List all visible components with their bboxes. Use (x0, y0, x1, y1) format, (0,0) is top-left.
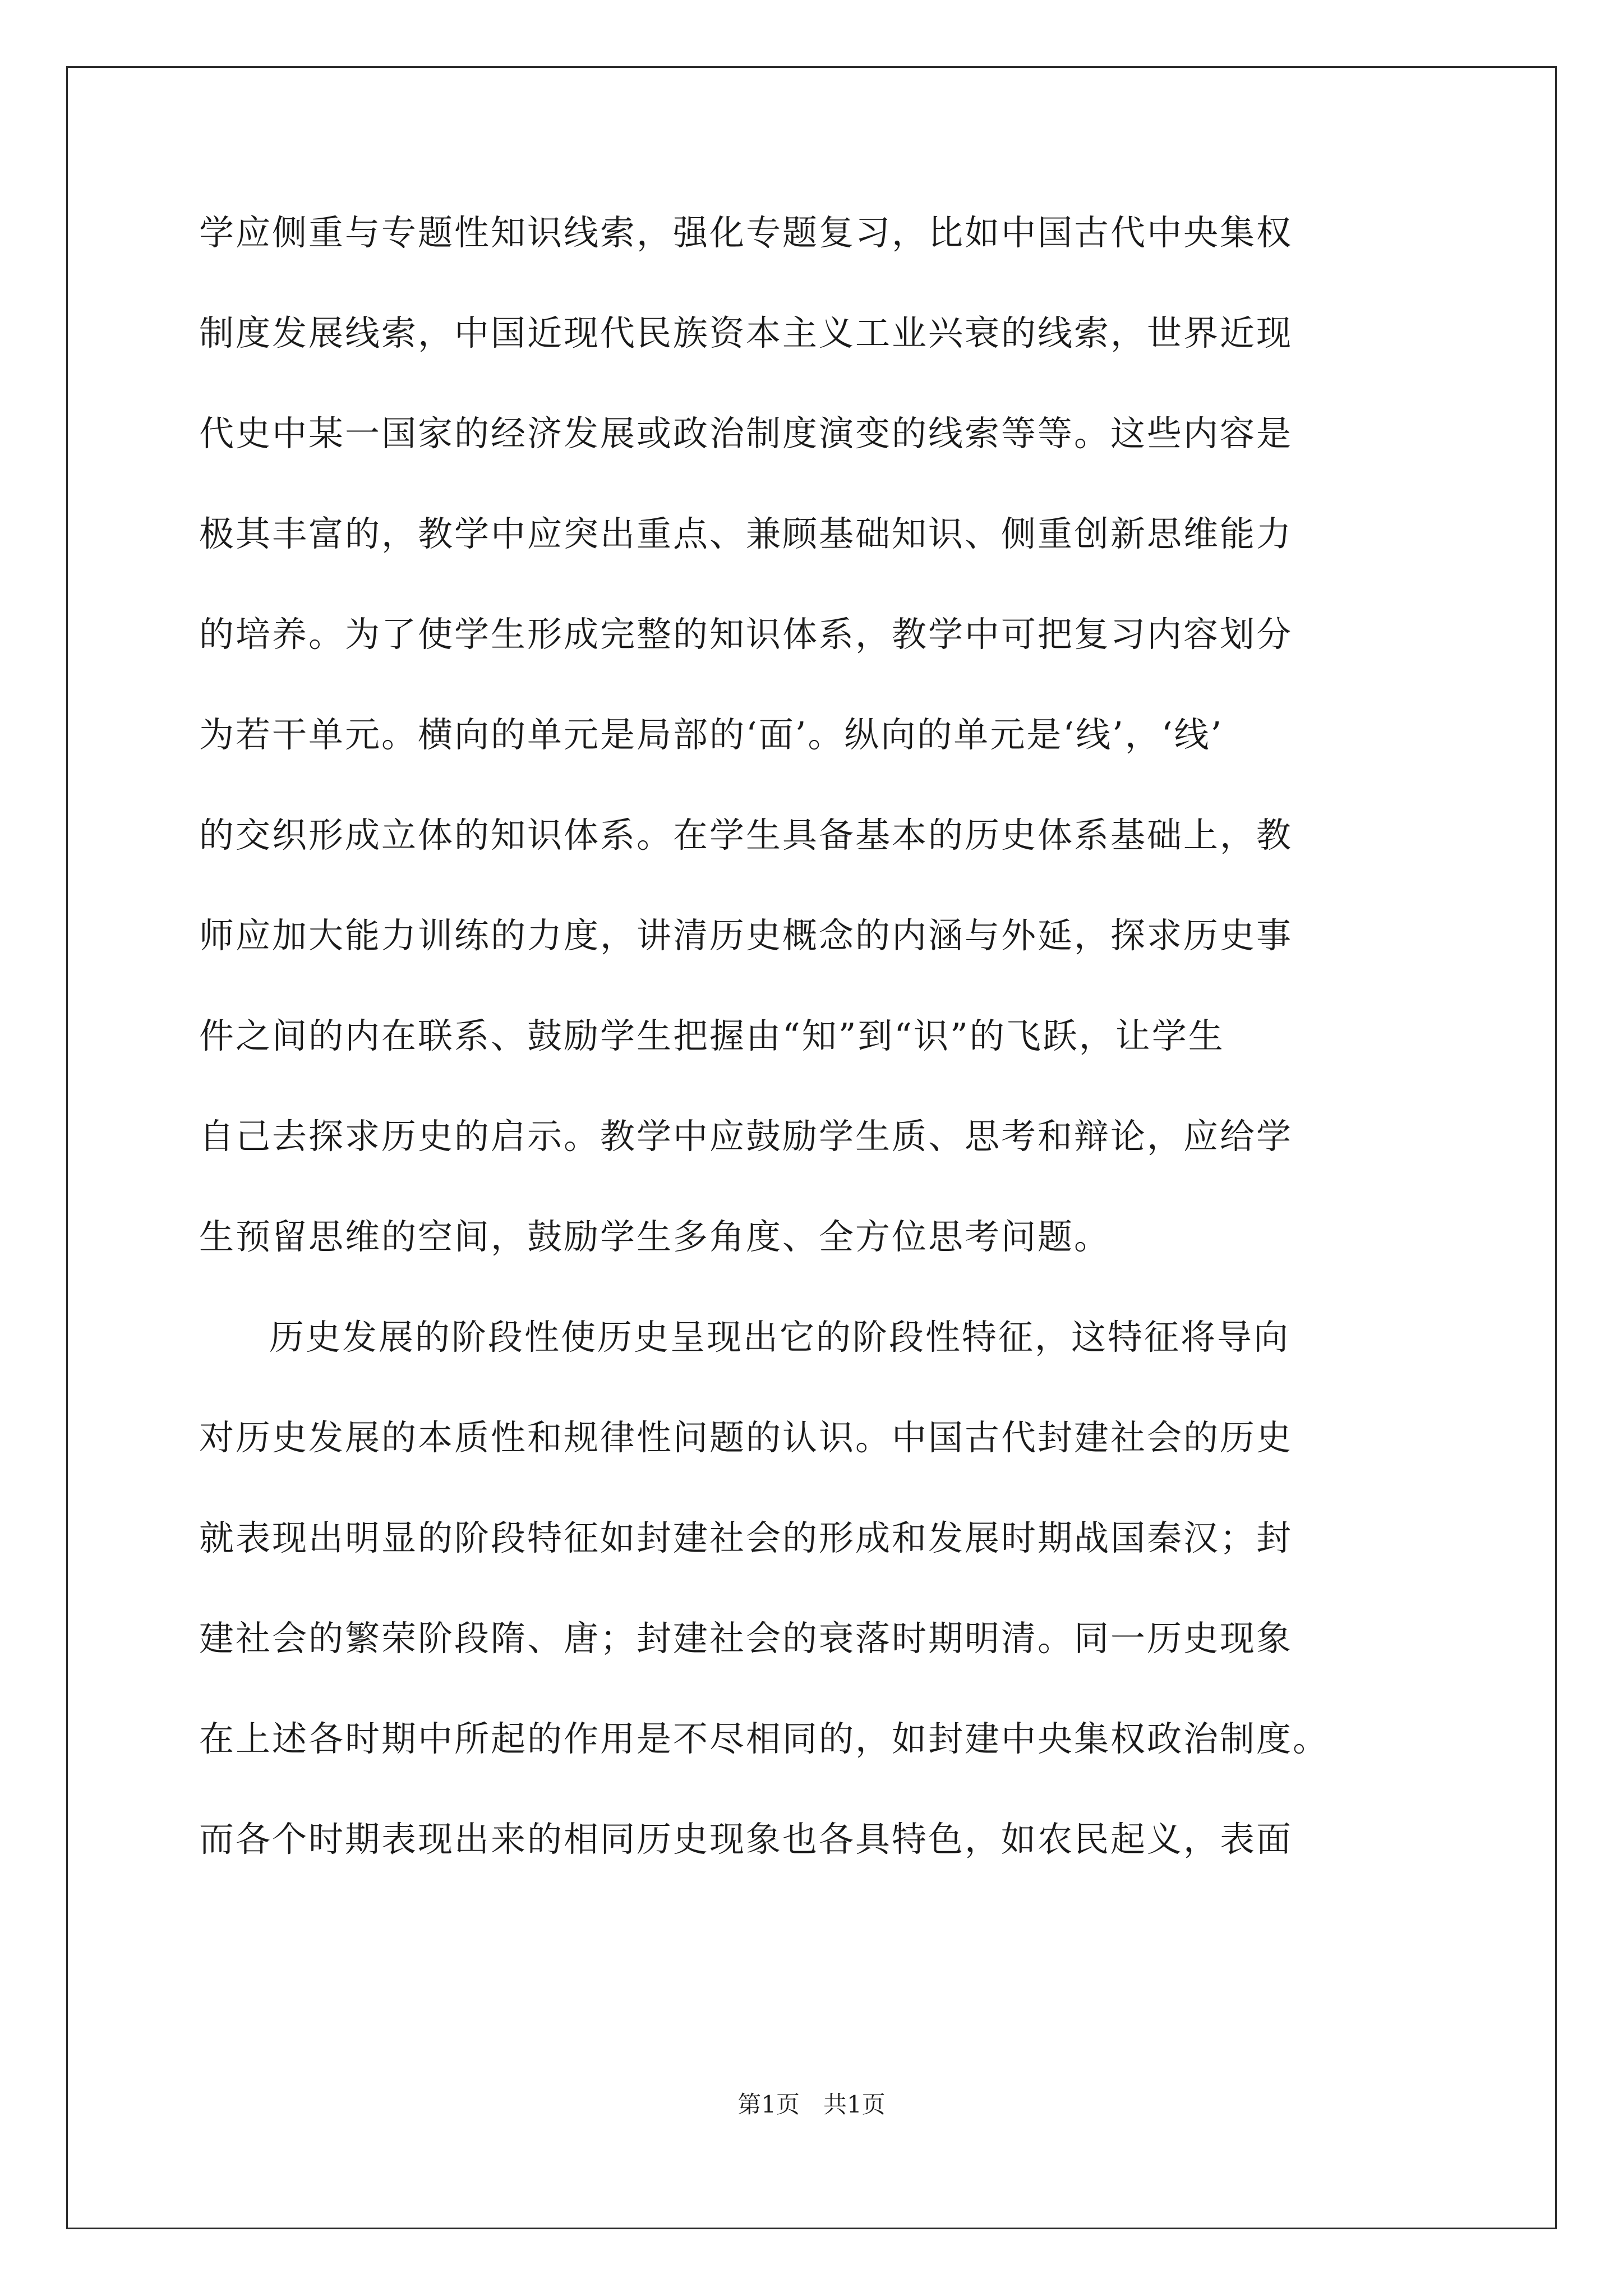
paragraph-1-line: 件之间的内在联系、鼓励学生把握由“知”到“识”的飞跃，让学生 (199, 1015, 1225, 1056)
paragraph-2-line: 建社会的繁荣阶段隋、唐；封建社会的衰落时期明清。同一历史现象 (199, 1618, 1293, 1659)
paragraph-1-line: 为若干单元。横向的单元是局部的‘面’。纵向的单元是‘线’，‘线’ (199, 714, 1224, 755)
paragraph-2-line: 对历史发展的本质性和规律性问题的认识。中国古代封建社会的历史 (199, 1417, 1293, 1458)
paragraph-2-line: 历史发展的阶段性使历史呈现出它的阶段性特征，这特征将导向 (269, 1317, 1290, 1358)
paragraph-1-line: 极其丰富的，教学中应突出重点、兼顾基础知识、侧重创新思维能力 (199, 513, 1293, 554)
paragraph-1-line: 学应侧重与专题性知识线索，强化专题复习，比如中国古代中央集权 (199, 212, 1293, 253)
paragraph-1-line: 代史中某一国家的经济发展或政治制度演变的线索等等。这些内容是 (199, 413, 1293, 454)
page-number-footer: 第1页 共1页 (737, 2091, 886, 2118)
page-content (199, 212, 1427, 1923)
paragraph-1-line: 生预留思维的空间，鼓励学生多角度、全方位思考问题。 (199, 1216, 1111, 1257)
paragraph-2-line: 就表现出明显的阶段特征如封建社会的形成和发展时期战国秦汉；封 (199, 1517, 1293, 1558)
paragraph-1-line: 师应加大能力训练的力度，讲清历史概念的内涵与外延，探求历史事 (199, 915, 1293, 956)
paragraph-1-line: 的交织形成立体的知识体系。在学生具备基本的历史体系基础上，教 (199, 815, 1293, 855)
paragraph-1-line: 制度发展线索，中国近现代民族资本主义工业兴衰的线索，世界近现 (199, 312, 1293, 353)
paragraph-1-line: 自己去探求历史的启示。教学中应鼓励学生质、思考和辩论，应给学 (199, 1116, 1293, 1157)
paragraph-2 (199, 1317, 1427, 1923)
paragraph-1-line: 的培养。为了使学生形成完整的知识体系，教学中可把复习内容划分 (199, 614, 1293, 655)
paragraph-2-line: 而各个时期表现出来的相同历史现象也各具特色，如农民起义，表面 (199, 1819, 1293, 1860)
paragraph-2-line: 在上述各时期中所起的作用是不尽相同的，如封建中央集权政治制度。 (199, 1718, 1330, 1759)
paragraph-1 (199, 212, 1427, 1320)
